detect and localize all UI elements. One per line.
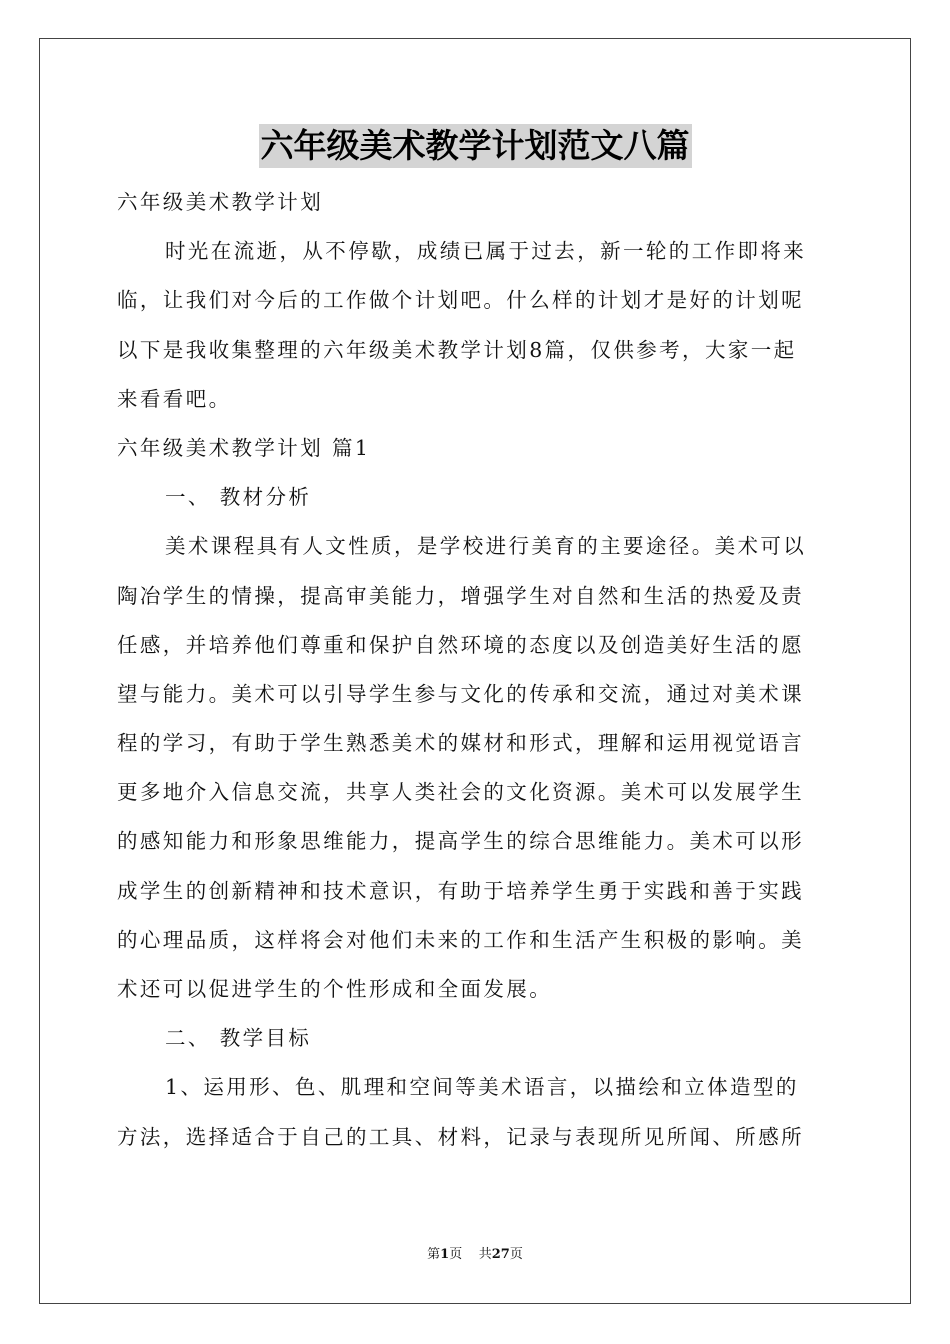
total-pages: 27 (491, 1247, 510, 1262)
text-line: 六年级美术教学计划 (117, 190, 324, 214)
title-container (0, 124, 950, 168)
page-footer (0, 1246, 950, 1264)
text-line: 美术课程具有人文性质，是学校进行美育的主要途径。美术可以 (165, 534, 807, 559)
text-line: 程的学习，有助于学生熟悉美术的媒材和形式，理解和运用视觉语言 (117, 731, 804, 756)
text-line: 二、 教学目标 (165, 1026, 312, 1051)
text-line: 成学生的创新精神和技术意识，有助于培养学生勇于实践和善于实践 (117, 878, 804, 903)
text-line: 临，让我们对今后的工作做个计划吧。什么样的计划才是好的计划呢 (117, 288, 804, 313)
total-suffix: 页 (509, 1247, 523, 1262)
text-line: 时光在流逝，从不停歇，成绩已属于过去，新一轮的工作即将来 (165, 239, 807, 264)
text-line: 一、 教材分析 (165, 485, 312, 510)
text-line: 术还可以促进学生的个性形成和全面发展。 (117, 977, 553, 1001)
text-line: 更多地介入信息交流，共享人类社会的文化资源。美术可以发展学生 (117, 780, 804, 805)
total-prefix: 共 (478, 1247, 492, 1262)
text-line: 六年级美术教学计划 篇1 (117, 435, 371, 460)
text-line: 以下是我收集整理的六年级美术教学计划8篇，仅供参考，大家一起 (117, 337, 797, 362)
text-line: 的感知能力和形象思维能力，提高学生的综合思维能力。美术可以形 (117, 829, 804, 854)
document-body (117, 178, 835, 1162)
current-page-number: 1 (440, 1247, 450, 1262)
text-line: 方法，选择适合于自己的工具、材料，记录与表现所见所闻、所感所 (117, 1124, 804, 1149)
text-line: 陶冶学生的情操，提高审美能力，增强学生对自然和生活的热爱及责 (117, 583, 804, 608)
page-prefix: 第 (427, 1247, 441, 1262)
document-title: 六年级美术教学计划范文八篇 (259, 124, 692, 168)
text-line: 望与能力。美术可以引导学生参与文化的传承和交流，通过对美术课 (117, 681, 804, 706)
page-suffix: 页 (449, 1247, 463, 1262)
text-line: 的心理品质，这样将会对他们未来的工作和生活产生积极的影响。美 (117, 927, 804, 952)
text-line: 1、运用形、色、肌理和空间等美术语言，以描绘和立体造型的 (165, 1075, 799, 1100)
text-line: 来看看吧。 (117, 386, 232, 411)
text-line: 任感，并培养他们尊重和保护自然环境的态度以及创造美好生活的愿 (117, 632, 804, 657)
